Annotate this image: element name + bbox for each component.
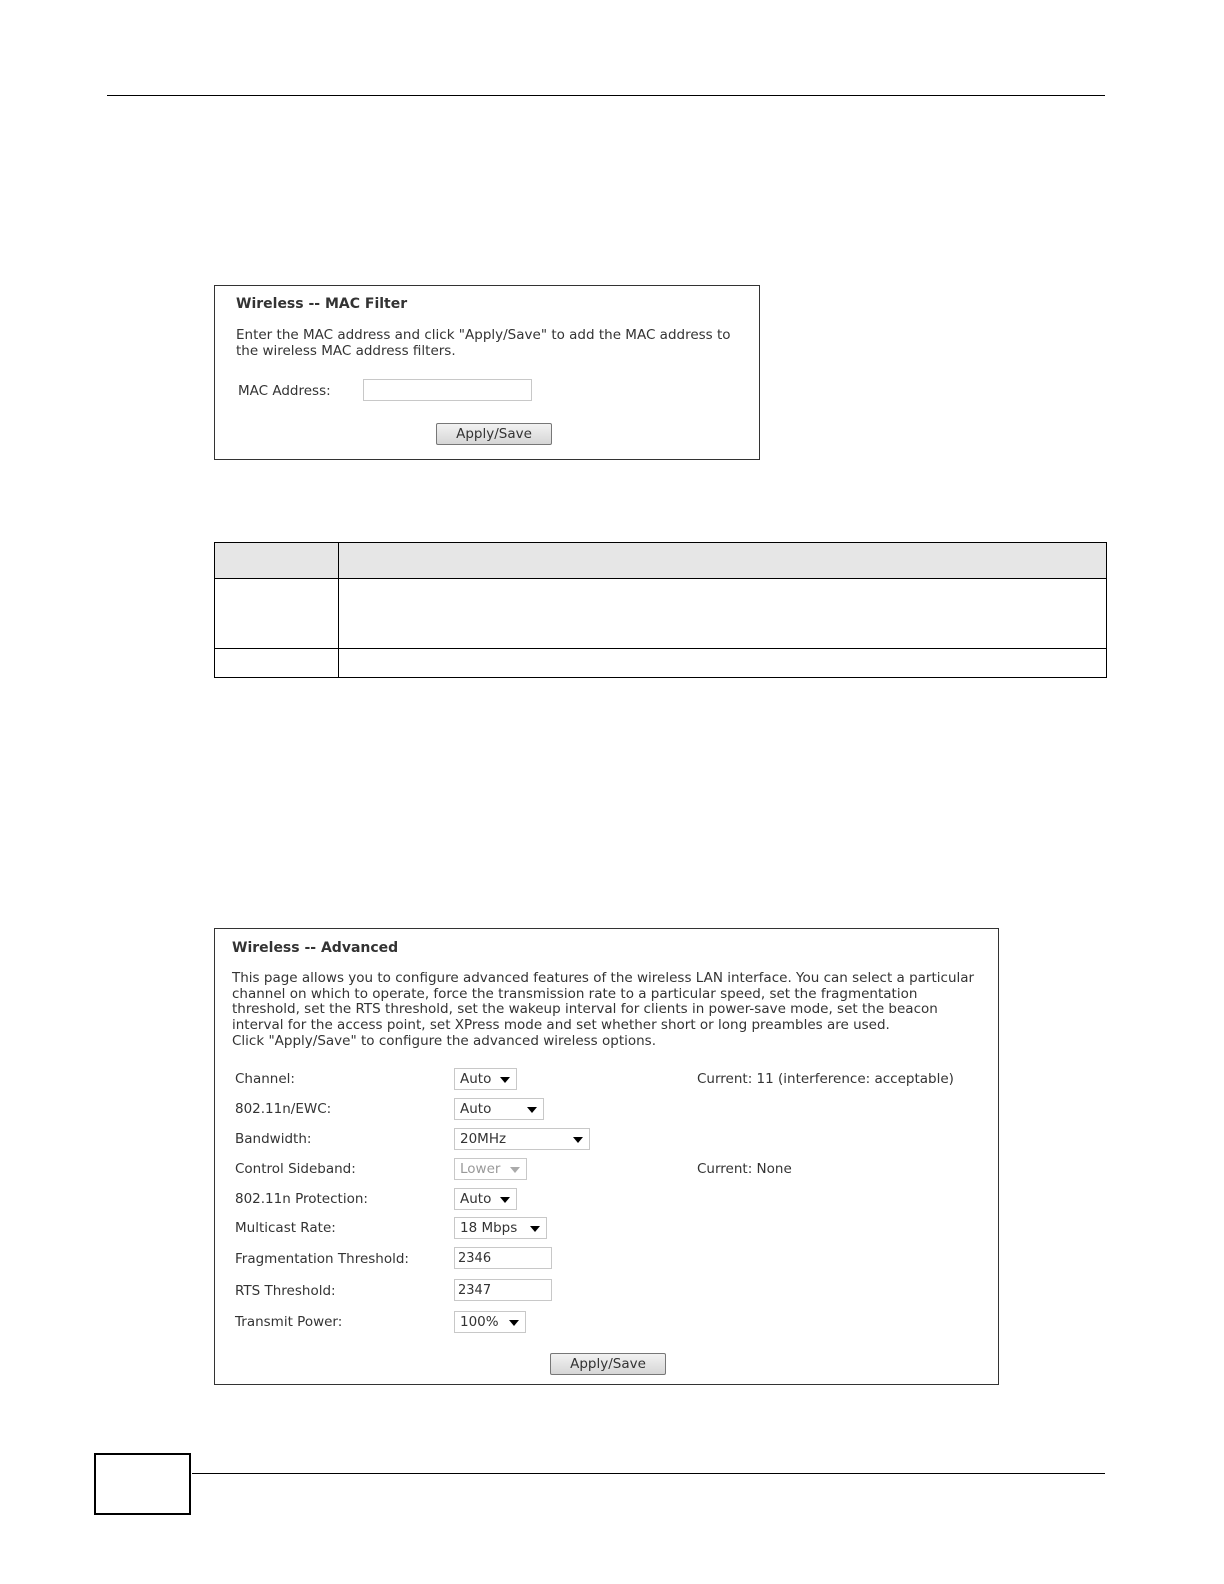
mac-filter-panel [214,285,760,460]
chevron-down-icon [527,1107,537,1113]
ewc-select[interactable] [454,1098,544,1120]
channel-value: Auto [460,1071,492,1087]
protection-label: 802.11n Protection: [235,1191,368,1207]
advanced-apply-save-button[interactable]: Apply/Save [550,1353,666,1375]
chevron-down-icon [500,1197,510,1203]
protection-value: Auto [460,1191,492,1207]
control-sideband-label: Control Sideband: [235,1161,356,1177]
channel-label: Channel: [235,1071,295,1087]
rts-threshold-label: RTS Threshold: [235,1283,336,1299]
mac-address-label: MAC Address: [238,383,331,399]
mac-address-input[interactable] [363,379,532,401]
table-header-row [215,543,1106,579]
protection-select[interactable] [454,1188,517,1210]
advanced-title: Wireless -- Advanced [232,940,399,956]
table-row-divider [215,648,1106,649]
transmit-power-label: Transmit Power: [235,1314,343,1330]
bandwidth-select[interactable] [454,1128,590,1150]
control-sideband-value: Lower [460,1161,501,1177]
chevron-down-icon [510,1167,520,1173]
header-rule [107,95,1105,96]
bandwidth-value: 20MHz [460,1131,507,1147]
ewc-label: 802.11n/EWC: [235,1101,332,1117]
multicast-rate-value: 18 Mbps [460,1220,518,1236]
footer-rule [192,1473,1105,1474]
chevron-down-icon [573,1137,583,1143]
page-number-box [94,1453,191,1515]
advanced-description: This page allows you to configure advanced features of the wireless LAN interface. You can select a particular channel on which to operate, force the transmission rate to a particular speed, set the fragmentation threshold, set the RTS threshold, set the wakeup interval for clients in power-save mode, set the beacon interval for the access point, set XPress mode and set whether short or long preambles are used. [232,970,975,1033]
control-sideband-select [454,1158,527,1180]
mac-filter-description: Enter the MAC address and click "Apply/Save" to add the MAC address to the wireless MAC address filters. [236,327,731,359]
fragmentation-threshold-label: Fragmentation Threshold: [235,1251,409,1267]
bandwidth-label: Bandwidth: [235,1131,312,1147]
rts-threshold-input[interactable] [454,1279,552,1301]
wireless-advanced-panel [214,928,999,1385]
transmit-power-value: 100% [460,1314,499,1330]
mac-filter-apply-save-button[interactable]: Apply/Save [436,423,552,445]
transmit-power-select[interactable] [454,1311,526,1333]
channel-current-status: Current: 11 (interference: acceptable) [697,1071,954,1087]
chevron-down-icon [500,1077,510,1083]
sideband-current-status: Current: None [697,1161,792,1177]
chevron-down-icon [509,1320,519,1326]
chevron-down-icon [530,1226,540,1232]
fragmentation-threshold-input[interactable] [454,1247,552,1269]
mac-filter-title: Wireless -- MAC Filter [236,296,408,312]
multicast-rate-select[interactable] [454,1217,547,1239]
multicast-rate-label: Multicast Rate: [235,1220,336,1236]
field-description-table [214,542,1107,678]
advanced-description-apply: Click "Apply/Save" to configure the advanced wireless options. [232,1033,657,1049]
channel-select[interactable] [454,1068,517,1090]
ewc-value: Auto [460,1101,492,1117]
table-column-divider [338,543,339,677]
